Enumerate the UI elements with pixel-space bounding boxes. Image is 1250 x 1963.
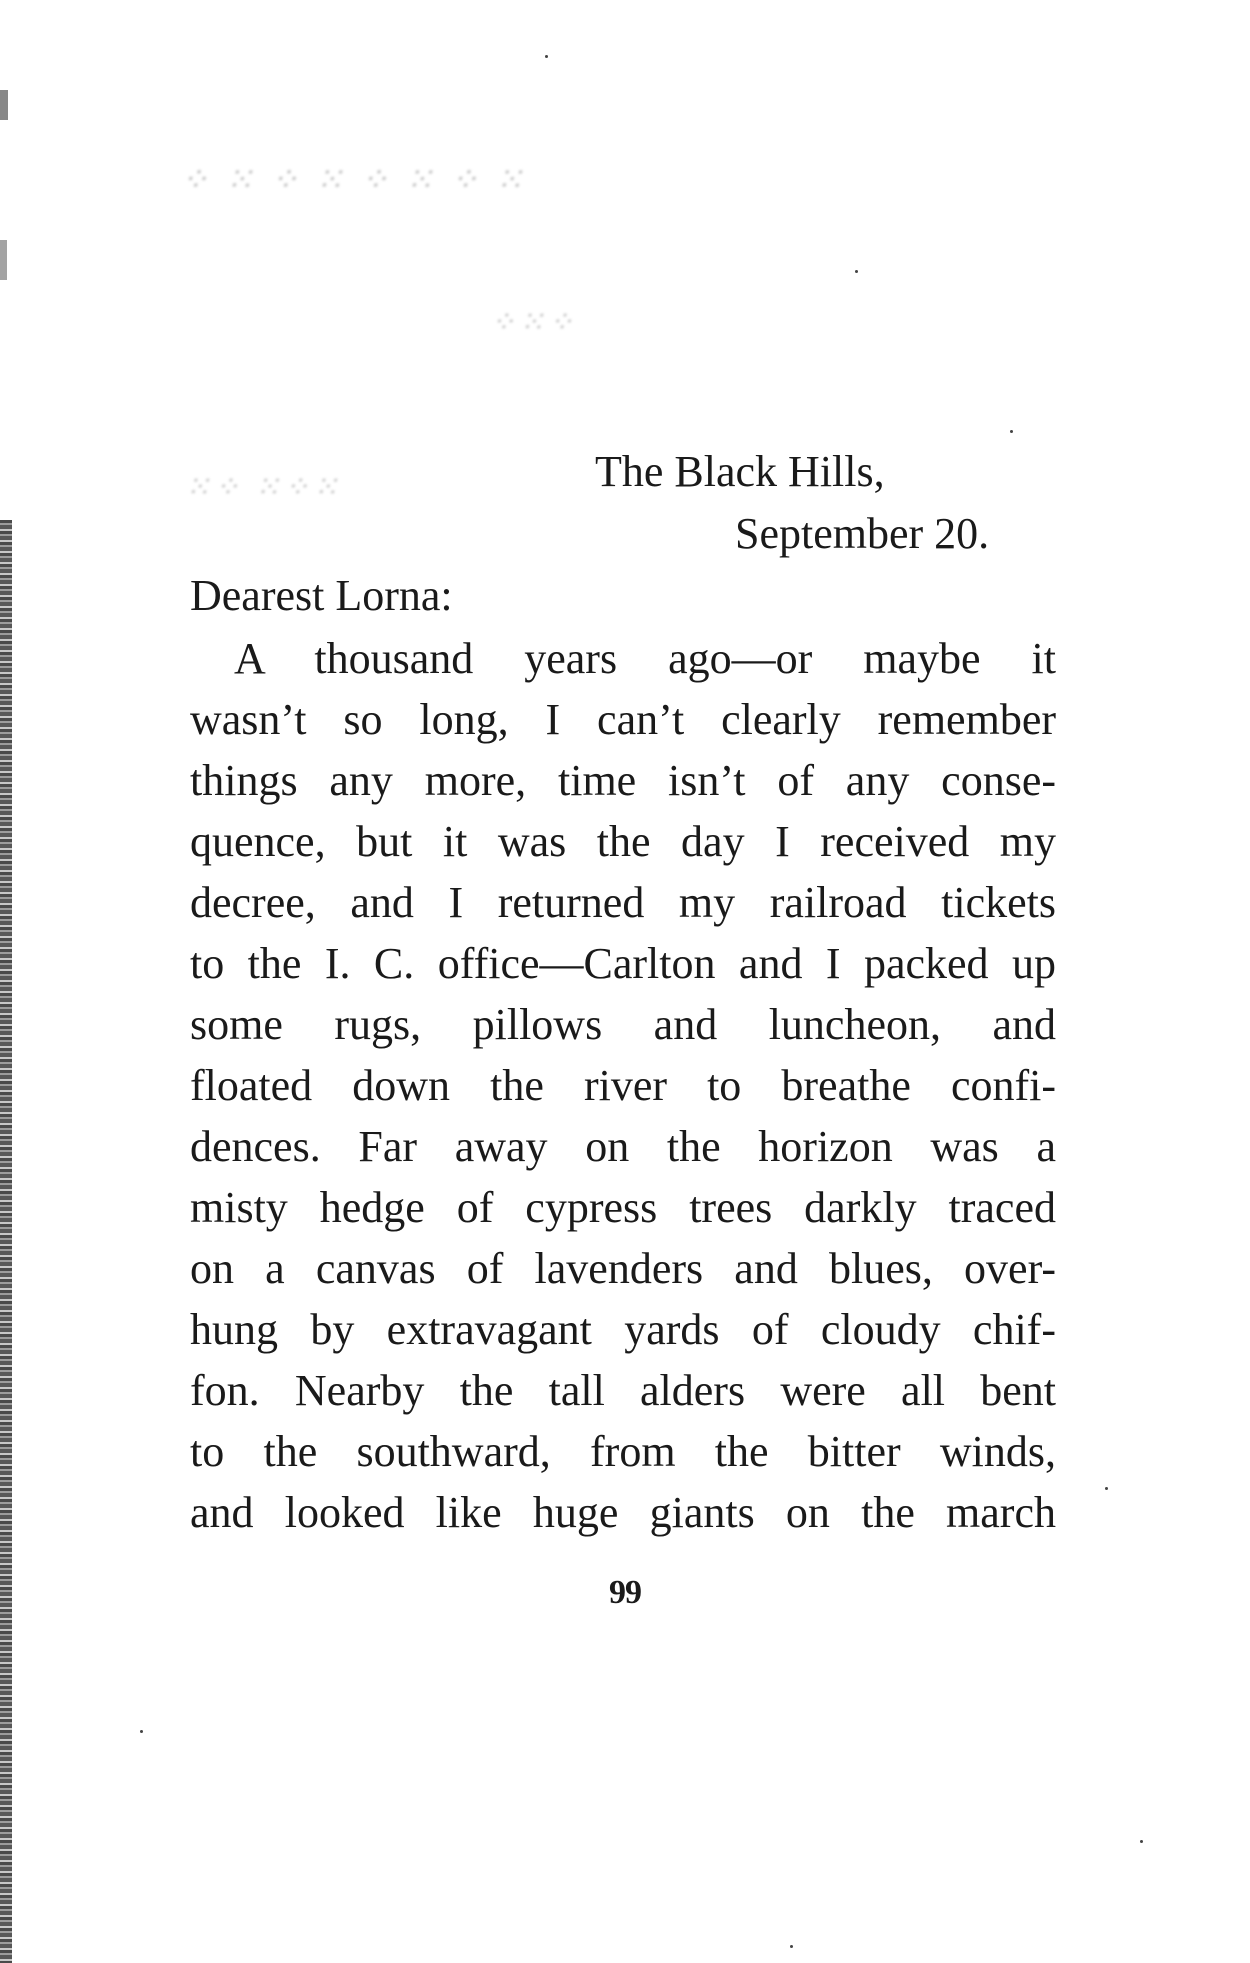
- text-line: and looked like huge giants on the march: [190, 1488, 1056, 1537]
- bleed-through-smudge: ⁘⁙⁘: [490, 306, 578, 339]
- text-line: hung by extravagant yards of cloudy chif-: [190, 1305, 1056, 1354]
- text-line: to the I. C. office—Carlton and I packed up: [190, 939, 1056, 988]
- scan-speck: [790, 1945, 793, 1948]
- text-line: A thousand years ago—or maybe it: [234, 634, 1056, 683]
- text-line: floated down the river to breathe confi-: [190, 1061, 1056, 1110]
- scan-binding-edge-top: [0, 90, 8, 120]
- letter-place: The Black Hills,: [595, 447, 885, 496]
- scan-binding-edge: [0, 520, 12, 1963]
- text-line: to the southward, from the bitter winds,: [190, 1427, 1056, 1476]
- text-line: wasn’t so long, I can’t clearly remember: [190, 695, 1056, 744]
- scan-speck: [1010, 430, 1013, 433]
- scan-speck: [545, 55, 548, 58]
- text-line: quence, but it was the day I received my: [190, 817, 1056, 866]
- scan-speck: [1140, 1840, 1143, 1843]
- letter-body: [190, 628, 1056, 1543]
- bleed-through-smudge: ⁘ ⁙ ⁘ ⁙ ⁘ ⁙ ⁘ ⁙: [180, 162, 528, 199]
- text-line: on a canvas of lavenders and blues, over-: [190, 1244, 1056, 1293]
- text-line: some rugs, pillows and luncheon, and: [190, 1000, 1056, 1049]
- text-line: decree, and I returned my railroad tickets: [190, 878, 1056, 927]
- text-line: dences. Far away on the horizon was a: [190, 1122, 1056, 1171]
- text-line: fon. Nearby the tall alders were all bent: [190, 1366, 1056, 1415]
- scan-speck: [140, 1730, 143, 1733]
- letter-salutation: Dearest Lorna:: [190, 571, 453, 620]
- scan-binding-edge-mid: [0, 240, 7, 280]
- text-line: things any more, time isn’t of any conse-: [190, 756, 1056, 805]
- bleed-through-smudge: ⁙⁘ ⁙⁘⁙: [185, 471, 343, 504]
- page-number: 99: [609, 1574, 641, 1611]
- text-line: misty hedge of cypress trees darkly traced: [190, 1183, 1056, 1232]
- scan-speck: [1105, 1487, 1108, 1490]
- scan-speck: [855, 270, 858, 273]
- letter-date: September 20.: [735, 509, 990, 558]
